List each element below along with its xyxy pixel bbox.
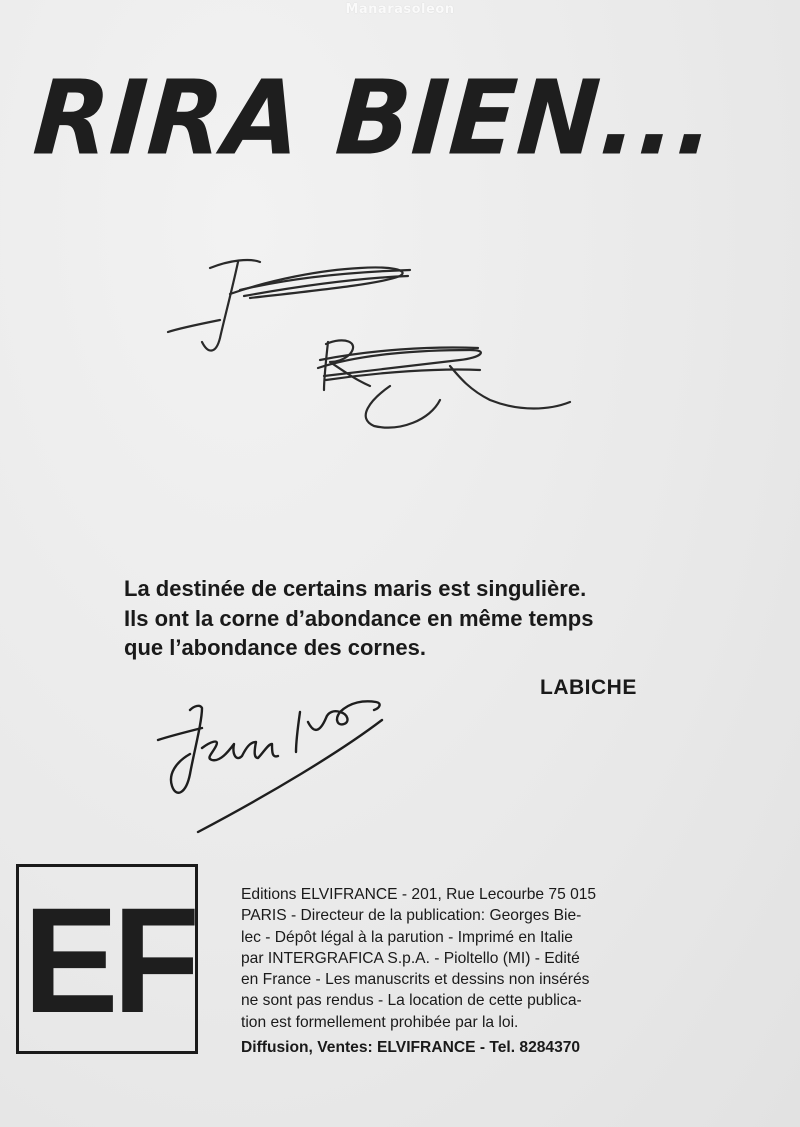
- publisher-logo: [16, 864, 198, 1054]
- imprint-line: tion est formellement prohibée par la loi.: [241, 1013, 519, 1031]
- quote-line: Ils ont la corne d’abondance en même temps: [124, 605, 594, 631]
- quote-author: LABICHE: [540, 676, 637, 699]
- imprint-line: par INTERGRAFICA S.p.A. - Pioltello (MI) - Edité: [241, 949, 580, 967]
- imprint-line: ne sont pas rendus - La location de cette publica-: [241, 992, 582, 1010]
- imprint-text: [241, 884, 721, 1033]
- logo-text: EF: [23, 876, 195, 1044]
- quote-line: La destinée de certains maris est singulière.: [124, 576, 587, 601]
- imprint-line: PARIS - Directeur de la publication: Georges Bie-: [241, 907, 582, 925]
- crossed-out-signature: [160, 250, 600, 440]
- page-title: RIRA BIEN...: [29, 59, 720, 179]
- watermark-text: Manarasoleon: [345, 2, 455, 17]
- handwritten-signature: [150, 682, 400, 842]
- imprint-line: Editions ELVIFRANCE - 201, Rue Lecourbe 75 015: [241, 886, 597, 903]
- imprint-line: en France - Les manuscrits et dessins non insérés: [241, 971, 590, 989]
- imprint-line: lec - Dépôt légal à la parution - Imprimé en Italie: [241, 928, 573, 946]
- diffusion-line: Diffusion, Ventes: ELVIFRANCE - Tel. 8284370: [241, 1039, 581, 1056]
- quote-block: [124, 574, 724, 663]
- quote-line: que l’abondance des cornes.: [124, 635, 426, 660]
